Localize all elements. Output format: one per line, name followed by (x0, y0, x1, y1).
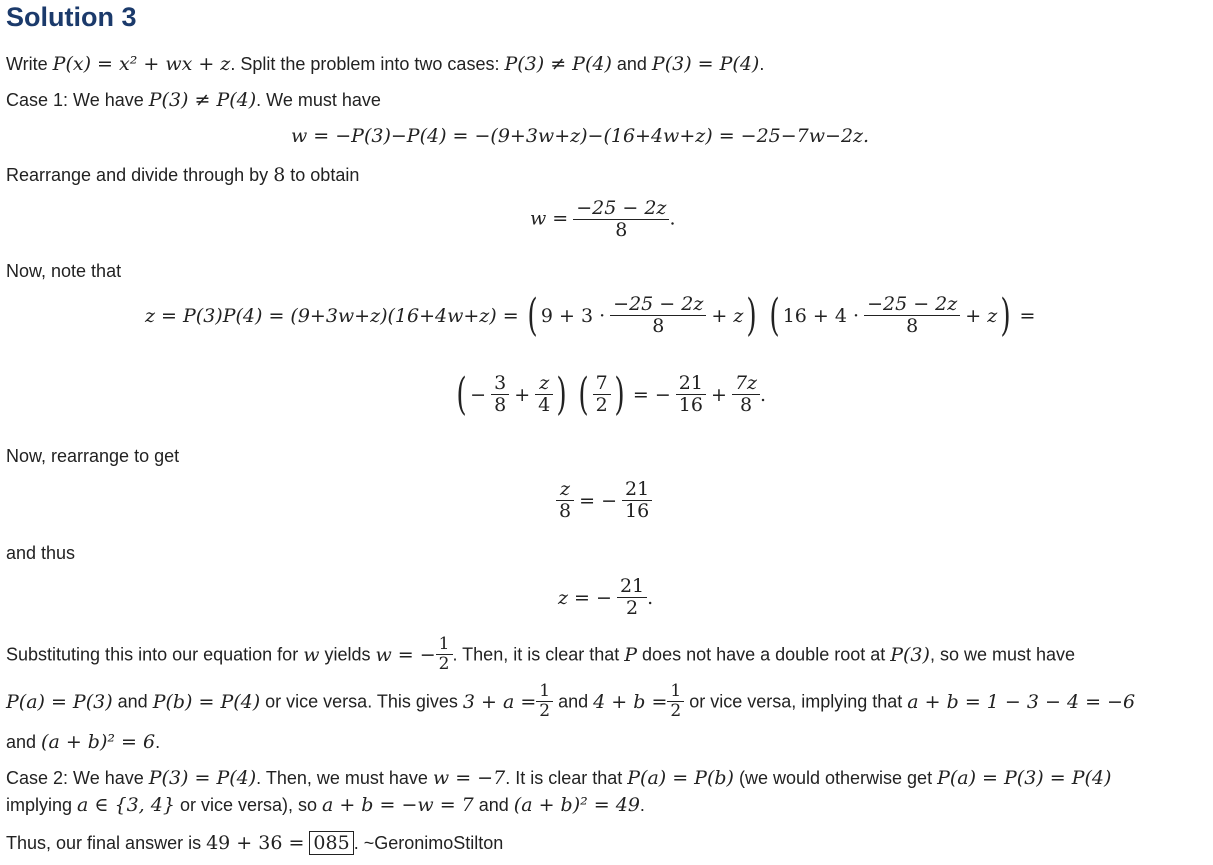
case1-text-2: . We must have (256, 90, 381, 110)
case2b-math-1: a ∈ {3, 4} (77, 794, 175, 816)
eq3-b1: 16 + 4 · (782, 305, 860, 327)
line2-text-4: or vice versa, implying that (684, 691, 908, 712)
intro-text-2: . Split the problem into two cases: (230, 54, 505, 74)
line2-frac-2 (667, 683, 684, 721)
eq4-eq: = − (632, 384, 671, 406)
intro-math-case2: P(3) = P(4) (651, 53, 760, 75)
eq3-paren-close-2: ) (1000, 290, 1012, 341)
eq4-plus: + (514, 384, 531, 406)
eq4-frac-4 (676, 374, 706, 416)
eq4-frac-3 (593, 374, 611, 416)
subst-text-3: . Then, it is clear that (452, 644, 625, 665)
vice-versa-line (6, 683, 1135, 721)
eq5-d1: 8 (556, 500, 574, 522)
case2-math-3: P(a) = P(b) (627, 767, 734, 789)
case2-text-1: Case 2: We have (6, 768, 149, 788)
line2-math-1: P(a) = P(3) (6, 690, 113, 713)
subst-den: 2 (436, 654, 453, 674)
intro-text-3: and (611, 54, 652, 74)
substitution-line (6, 636, 1075, 674)
line2-frac-1 (536, 683, 553, 721)
eq2-num: −25 − 2z (576, 197, 667, 219)
eq6-den: 2 (617, 597, 647, 619)
case2-math-1: P(3) = P(4) (148, 767, 257, 789)
line2-n1: 1 (539, 681, 551, 701)
eq5-n2: 21 (625, 478, 650, 500)
intro-line (6, 53, 764, 75)
subst-math-p: P (624, 643, 638, 666)
eq5-eq: = − (579, 489, 617, 512)
eq3-paren-open-2: ( (768, 290, 780, 341)
rearrange-text-1: Rearrange and divide through by (6, 165, 274, 185)
eq3-fraction-2 (864, 295, 960, 337)
eq5-frac-1 (556, 480, 574, 522)
eq3-den-2: 8 (864, 315, 960, 337)
eq3-eq: = (1019, 305, 1036, 327)
subst-math-w-eq: w = − (375, 643, 436, 666)
rearrange2-line: Now, rearrange to get (6, 446, 180, 466)
eq3-a1: 9 + 3 · (540, 305, 606, 327)
case1-math: P(3) ≠ P(4) (148, 89, 257, 111)
eq4-plus2: + (711, 384, 727, 406)
case2-line-2 (6, 794, 645, 816)
subst-num: 1 (438, 634, 450, 654)
line3-math: (a + b)² = 6 (41, 731, 156, 753)
subst-frac (436, 636, 453, 674)
eq4-frac-2 (535, 374, 553, 416)
subst-text-5: , so we must have (929, 644, 1076, 665)
case2b-text-4: . (639, 795, 645, 815)
final-text-1: Thus, our final answer is (6, 833, 207, 853)
eq2-den: 8 (573, 219, 669, 241)
case2-text-2: . Then, we must have (256, 768, 433, 788)
subst-math-p3: P(3) (890, 643, 930, 666)
eq3-num-2: −25 − 2z (867, 293, 958, 316)
eq4-n1: 3 (494, 372, 507, 395)
thus-line: and thus (6, 543, 76, 563)
case2b-math-3: (a + b)² = 49 (513, 794, 640, 816)
eq4-frac-5 (732, 374, 760, 416)
eq6-num: 21 (619, 575, 645, 597)
case2-math-4: P(a) = P(3) = P(4) (937, 767, 1112, 789)
eq4-paren-open-2: ( (578, 369, 590, 420)
line2-math-5: a + b = 1 − 3 − 4 = −6 (907, 690, 1136, 713)
eq4-end: . (760, 384, 767, 406)
eq5-d2: 16 (622, 500, 652, 522)
eq3-paren-open-1: ( (527, 290, 538, 341)
rearrange-text-2: to obtain (285, 165, 360, 185)
final-text-2: . ~GeronimoStilton (353, 833, 504, 853)
line3-text-1: and (6, 732, 42, 752)
eq2-lhs: w = (530, 207, 569, 230)
eq3-lhs: z = P(3)P(4) = (9+3w+z)(16+4w+z) = (145, 305, 519, 327)
case2-math-2: w = −7 (432, 767, 506, 789)
subst-text-4: does not have a double root at (637, 644, 891, 665)
equation-w-expansion: w = −P(3)−P(4) = −(9+3w+z)−(16+4w+z) = −25−7w−2z. (291, 125, 870, 147)
eq2-fraction (573, 199, 669, 241)
rearrange-math: 8 (273, 164, 286, 186)
line2-math-2: P(b) = P(4) (152, 690, 261, 713)
equation-z-value (558, 577, 653, 619)
intro-text-1: Write (6, 54, 53, 74)
line2-text-3: and (553, 691, 594, 712)
eq4-d2: 4 (535, 394, 553, 416)
eq4-n2: z (539, 372, 550, 395)
eq4-paren-open-1: ( (456, 369, 467, 420)
eq4-n4: 21 (678, 372, 703, 395)
eq4-minus: − (470, 384, 487, 406)
eq3-num-1: −25 − 2z (613, 293, 704, 316)
eq4-n5: 7z (734, 372, 758, 395)
eq4-d1: 8 (491, 394, 509, 416)
eq2-end: . (669, 207, 676, 230)
eq4-n3: 7 (595, 372, 608, 395)
eq4-frac-1 (491, 374, 509, 416)
line3-text-2: . (155, 732, 161, 752)
equation-w-solved (530, 199, 676, 241)
case2b-text-1: implying (6, 795, 78, 815)
case2-text-3: . It is clear that (505, 768, 628, 788)
line2-math-3: 3 + a = (462, 690, 537, 713)
solution-title: Solution 3 (6, 2, 137, 32)
eq6-lhs: z = − (558, 586, 612, 609)
case2b-text-2: or vice versa), so (174, 795, 322, 815)
line2-text-2: or vice versa. This gives (260, 691, 463, 712)
eq5-frac-2 (622, 480, 652, 522)
equation-z-simplified (453, 369, 767, 420)
eq4-d4: 16 (676, 394, 706, 416)
case2-line-1 (6, 767, 1111, 789)
intro-math-case1: P(3) ≠ P(4) (504, 53, 612, 75)
equation-z-over-8 (556, 480, 652, 522)
final-answer-line (6, 832, 503, 854)
line2-math-4: 4 + b = (593, 690, 668, 713)
eq3-den-1: 8 (610, 315, 706, 337)
line2-n2: 1 (670, 681, 682, 701)
line2-d2: 2 (667, 701, 684, 721)
intro-math-poly: P(x) = x² + wx + z (52, 53, 231, 75)
subst-math-w: w (303, 643, 320, 666)
line2-text-1: and (112, 691, 153, 712)
rearrange-line (6, 164, 359, 186)
case2-text-4: (we would otherwise get (733, 768, 938, 788)
case2b-math-2: a + b = −w = 7 (321, 794, 474, 816)
subst-text-1: Substituting this into our equation for (6, 644, 304, 665)
eq6-end: . (647, 586, 654, 609)
final-math: 49 + 36 = (206, 832, 305, 854)
eq3-fraction-1 (610, 295, 706, 337)
intro-text-4: . (759, 54, 765, 74)
case1-text-1: Case 1: We have (6, 90, 149, 110)
eq4-paren-close-2: ) (614, 369, 625, 420)
eq5-n1: z (560, 478, 571, 500)
eq4-d3: 2 (593, 394, 611, 416)
final-answer-box: 085 (309, 831, 353, 855)
case2b-text-3: and (473, 795, 514, 815)
eq3-paren-close-1: ) (746, 290, 758, 341)
eq4-d5: 8 (732, 394, 760, 416)
eq6-frac (617, 577, 647, 619)
note-line: Now, note that (6, 261, 122, 281)
eq4-paren-close-1: ) (556, 369, 567, 420)
equation-z-product (145, 290, 1036, 341)
line2-d1: 2 (536, 701, 553, 721)
case1-heading (6, 89, 381, 111)
eq3-b2: + z (965, 305, 998, 327)
case1-result-line (6, 731, 160, 753)
eq3-a2: + z (711, 305, 744, 327)
subst-text-2: yields (319, 644, 376, 665)
